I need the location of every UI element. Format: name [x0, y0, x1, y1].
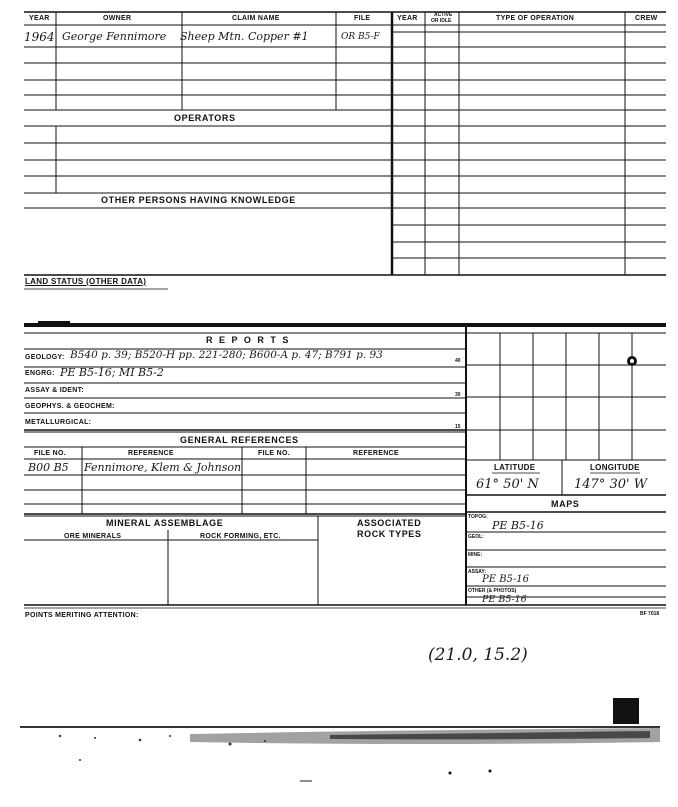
geology-value: B540 p. 39; B520-H pp. 221-280; B600-A p. 47; B791 p. 93 — [70, 349, 383, 361]
associated-heading: ASSOCIATED — [357, 518, 422, 528]
other-photos-value: PE B5-16 — [482, 594, 527, 605]
mine-label: MINE: — [468, 552, 483, 558]
ore-minerals-header: ORE MINERALS — [64, 533, 122, 540]
form-code: BF 7018 — [640, 611, 660, 617]
assay-map-value: PE B5-16 — [482, 574, 530, 585]
geophys-label: GEOPHYS. & GEOCHEM: — [25, 403, 115, 410]
reports-heading: R E P O R T S — [206, 335, 291, 345]
topog-value: PE B5-16 — [492, 519, 544, 532]
header-or-idle: OR IDLE — [431, 18, 452, 24]
header-file: FILE — [354, 15, 371, 22]
engrg-value: PE B5-16; MI B5-2 — [60, 366, 164, 379]
gen-ref-reference-header-2: REFERENCE — [353, 450, 399, 457]
longitude-value: 147° 30' W — [574, 477, 648, 492]
geology-label: GEOLOGY: — [25, 354, 65, 361]
gen-ref-file-no-header-2: FILE NO. — [258, 450, 290, 457]
gen-ref-row1-file: B00 B5 — [28, 461, 69, 474]
margin-number-30: 30 — [455, 392, 461, 398]
assay-map-label: ASSAY: — [468, 569, 487, 575]
points-meriting-attention-label: POINTS MERITING ATTENTION: — [25, 612, 139, 619]
engrg-label: ENGRG: — [25, 370, 55, 377]
other-photos-label: OTHER (& PHOTOS) — [468, 588, 517, 594]
latitude-label: LATITUDE — [494, 463, 536, 472]
coordinates-note: (21.0, 15.2) — [428, 645, 528, 665]
geol-label: GEOL: — [468, 534, 484, 540]
header-claim-name: CLAIM NAME — [232, 15, 280, 22]
assay-ident-label: ASSAY & IDENT: — [25, 387, 85, 394]
black-square-mark — [613, 698, 639, 724]
claim-name-value: Sheep Mtn. Copper #1 — [180, 30, 309, 43]
header-active: ACTIVE — [434, 12, 453, 18]
header-year: YEAR — [29, 15, 50, 22]
rock-forming-header: ROCK FORMING, ETC. — [200, 533, 281, 540]
claim-file: OR B5-F — [341, 32, 380, 42]
margin-number-15: 15 — [455, 424, 461, 430]
metallurgical-label: METALLURGICAL: — [25, 419, 92, 426]
margin-number-40: 40 — [455, 358, 461, 364]
header-type-of-operation: TYPE OF OPERATION — [496, 15, 575, 22]
latitude-value: 61° 50' N — [476, 477, 539, 492]
header-year-2: YEAR — [397, 15, 418, 22]
claim-year: 1964 — [24, 30, 55, 44]
longitude-label: LONGITUDE — [590, 463, 640, 472]
claim-owner: George Fennimore — [62, 30, 167, 43]
gen-ref-row1-reference: Fennimore, Klem & Johnson — [84, 461, 242, 474]
header-crew: CREW — [635, 15, 658, 22]
gen-ref-file-no-header: FILE NO. — [34, 450, 66, 457]
header-owner: OWNER — [103, 15, 132, 22]
rock-types-heading: ROCK TYPES — [357, 529, 422, 539]
maps-heading: MAPS — [551, 499, 580, 509]
scan-noise-band — [20, 727, 660, 781]
other-persons-heading: OTHER PERSONS HAVING KNOWLEDGE — [101, 195, 296, 205]
land-status-heading: LAND STATUS (OTHER DATA) — [25, 277, 147, 286]
general-references-heading: GENERAL REFERENCES — [180, 435, 299, 445]
topog-label: TOPOG: — [468, 514, 488, 520]
operators-heading: OPERATORS — [174, 113, 236, 123]
mineral-assemblage-heading: MINERAL ASSEMBLAGE — [106, 518, 224, 528]
gen-ref-reference-header: REFERENCE — [128, 450, 174, 457]
